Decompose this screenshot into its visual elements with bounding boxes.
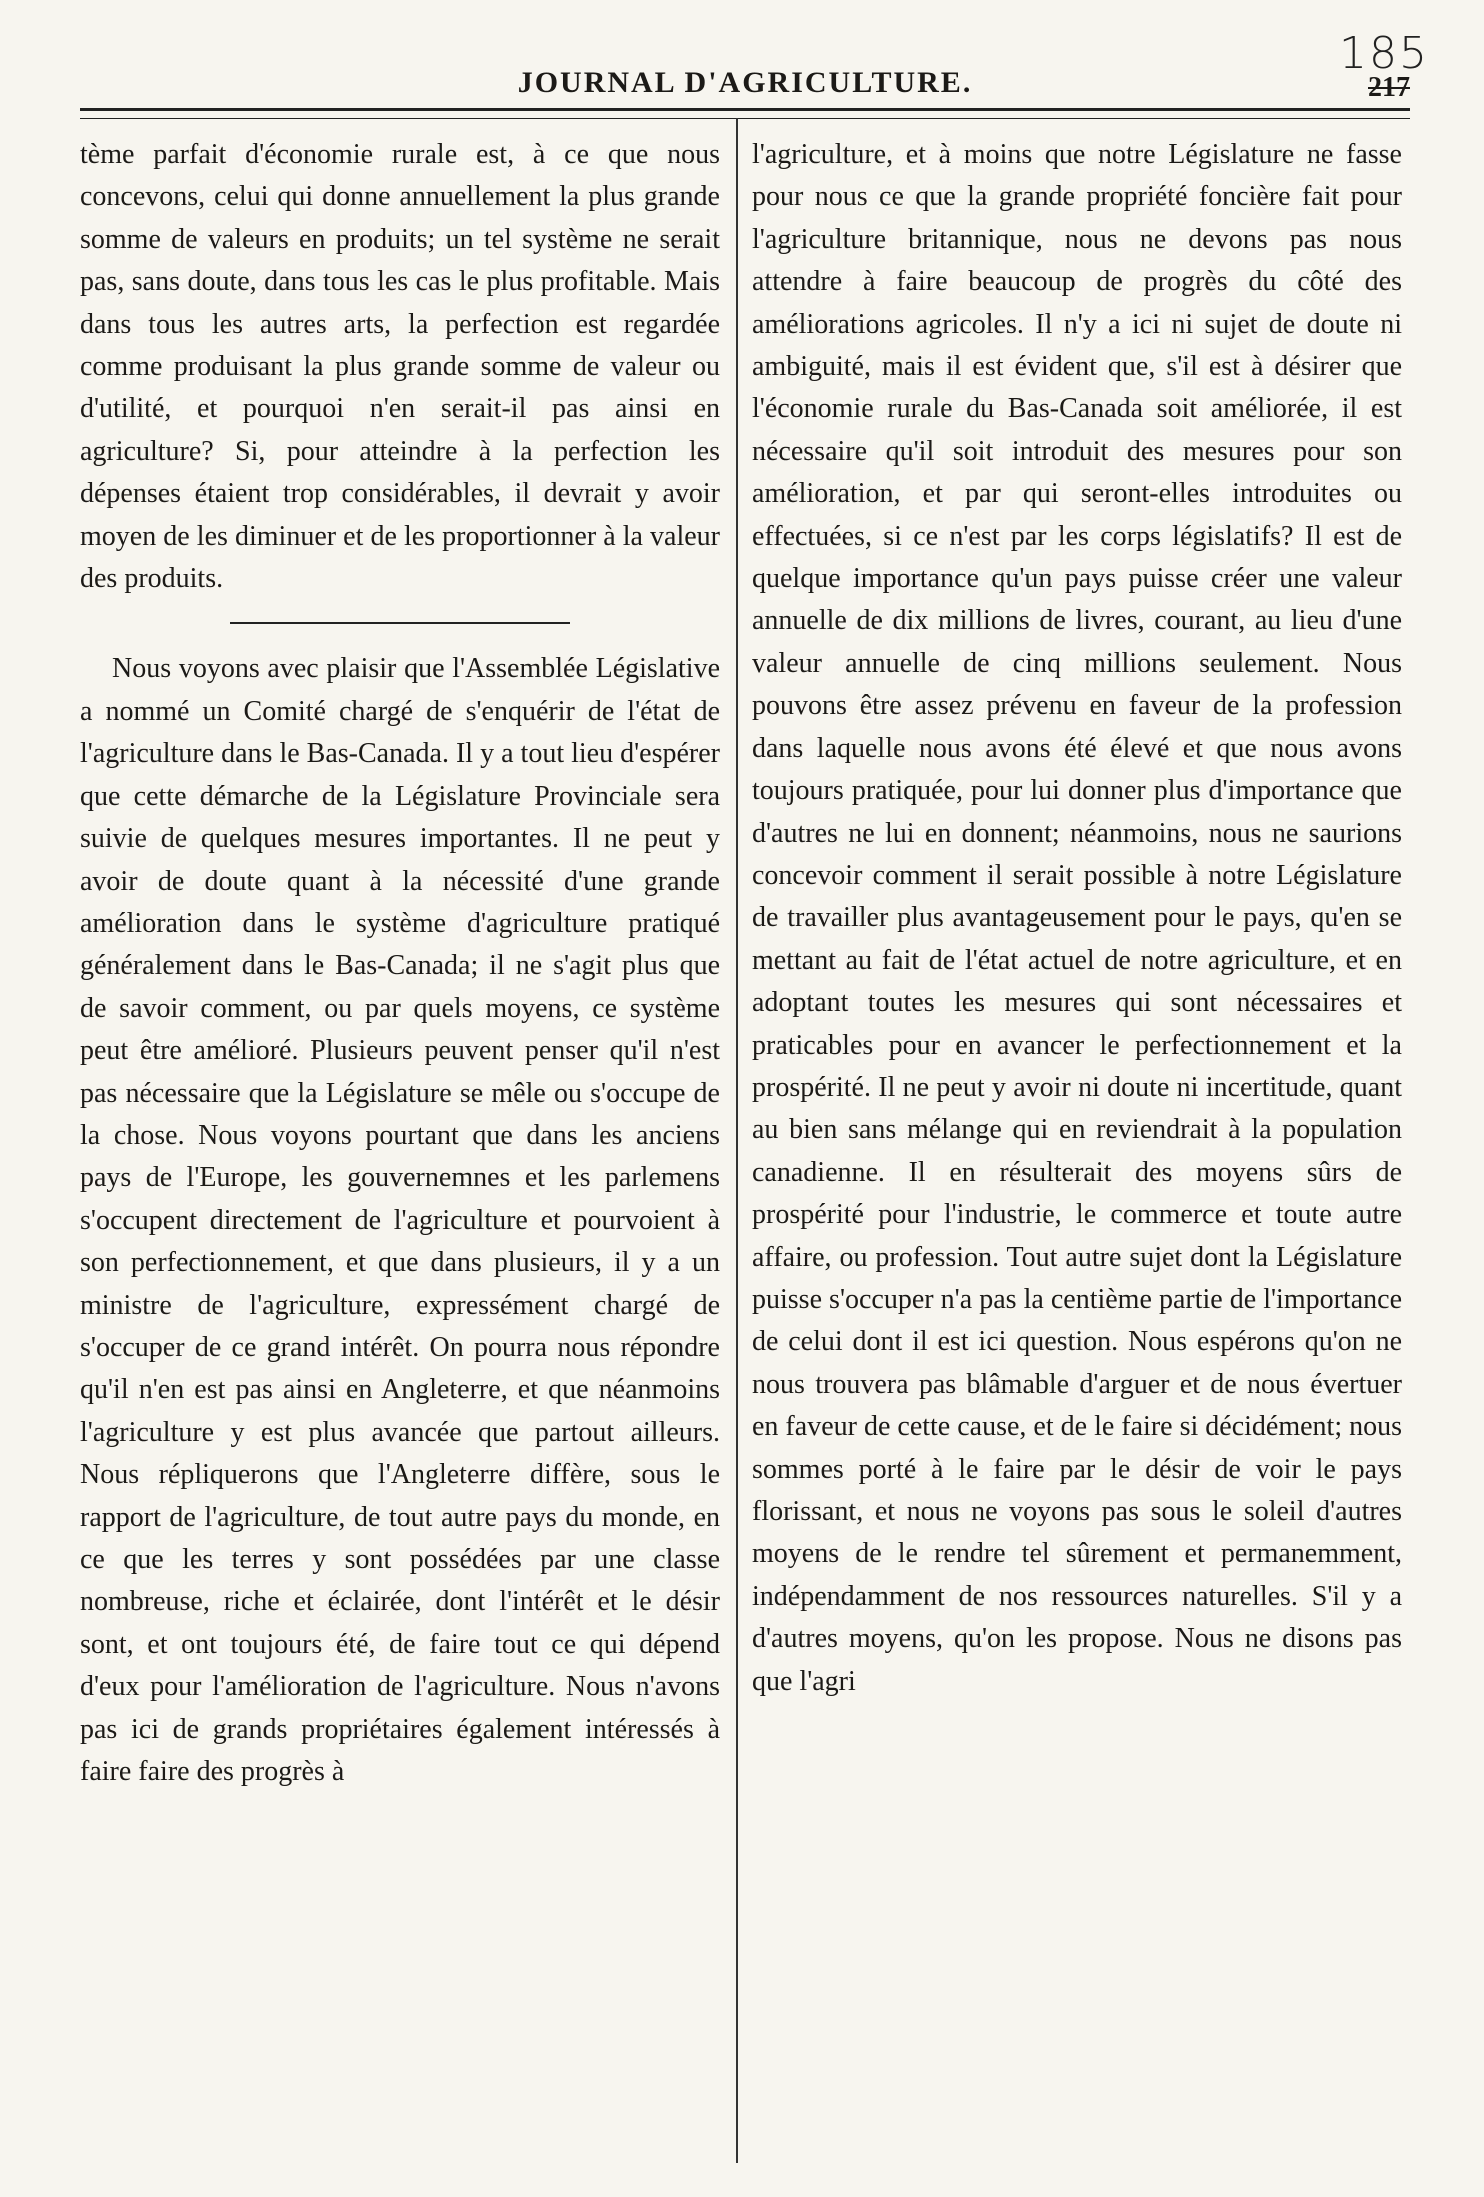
- right-paragraph-1: l'agriculture, et à moins que notre Législature ne fasse pour nous ce que la grande propriété foncière fait pour l'agriculture britannique, nous ne devons pas nous attendre à faire beaucoup de progrès du côté des améliorations agricoles. Il n'y a ici ni sujet de doute ni ambiguité, mais il est évident que, s'il est à désirer que l'économie rurale du Bas-Canada soit améliorée, il est nécessaire qu'il soit introduit des mesures pour son amélioration, et par qui seront-elles introduites ou effectuées, si ce n'est par les corps législatifs? Il est de quelque importance qu'un pays puisse créer une valeur annuelle de dix millions de livres, courant, au lieu d'une valeur annuelle de cinq millions seulement. Nous pouvons être assez prévenu en faveur de la profession dans laquelle nous avons été élevé et que nous avons toujours pratiquée, pour lui donner plus d'importance que d'autres ne lui en donnent; néanmoins, nous ne saurions concevoir comment il serait possible à notre Législature de travailler plus avantageusement pour le pays, qu'en se mettant au fait de l'état actuel de notre agriculture, et en adoptant toutes les mesures qui sont nécessaires et praticables pour en avancer le perfectionnement et la prospérité. Il ne peut y avoir ni doute ni incertitude, quant au bien sans mélange qui en reviendrait à la population canadienne. Il en résulterait des moyens sûrs de prospérité pour l'industrie, le commerce et toute autre affaire, ou profession. Tout autre sujet dont la Législature puisse s'occuper n'a pas la centième partie de l'importance de celui dont il est ici question. Nous espérons qu'on ne nous trouvera pas blâmable d'arguer et de nous évertuer en faveur de cette cause, et de le faire si décidément; nous sommes porté à le faire par le désir de voir le pays florissant, et nous ne voyons pas sous le soleil d'autres moyens de le rendre tel sûrement et permanemment, indépendamment de nos ressources naturelles. S'il y a d'autres moyens, qu'on les propose. Nous ne disons pas que l'agri: [752, 139, 1402, 1697]
- right-column: [752, 134, 1402, 1703]
- column-divider: [736, 118, 738, 2163]
- header-rule: [80, 108, 1410, 119]
- left-paragraph-2: Nous voyons avec plaisir que l'Assemblée Législative a nommé un Comité chargé de s'enquérir de l'état de l'agriculture dans le Bas-Canada. Il y a tout lieu d'espérer que cette démarche de la Législature Provinciale sera suivie de quelques mesures importantes. Il ne peut y avoir de doute quant à la nécessité d'une grande amélioration dans le système d'agriculture pratiqué généralement dans le Bas-Canada; il ne s'agit plus que de savoir comment, ou par quels moyens, ce système peut être amélioré. Plusieurs peuvent penser qu'il n'est pas nécessaire que la Législature se mêle ou s'occupe de la chose. Nous voyons pourtant que dans les anciens pays de l'Europe, les gouvernemnes et les parlemens s'occupent directement de l'agriculture et pourvoient à son perfectionnement, et que dans plusieurs, il y a un ministre de l'agriculture, expressément chargé de s'occuper de ce grand intérêt. On pourra nous répondre qu'il n'en est pas ainsi en Angleterre, et que néanmoins l'agriculture y est plus avancée que partout ailleurs. Nous répliquerons que l'Angleterre diffère, sous le rapport de l'agriculture, de tout autre pays du monde, en ce que les terres y sont possédées par une classe nombreuse, riche et éclairée, dont l'intérêt et le désir sont, et ont toujours été, de faire tout ce qui dépend d'eux pour l'amélioration de l'agriculture. Nous n'avons pas ici de grands propriétaires également intéressés à faire faire des progrès à: [80, 653, 720, 1788]
- left-paragraph-1: tème parfait d'économie rurale est, à ce que nous concevons, celui qui donne annuellement la plus grande somme de valeurs en produits; un tel système ne serait pas, sans doute, dans tous les cas le plus profitable. Mais dans tous les autres arts, la perfection est regardée comme produisant la plus grande somme de valeur ou d'utilité, et pourquoi n'en serait-il pas ainsi en agriculture? Si, pour atteindre à la perfection les dépenses étaient trop considérables, il devrait y avoir moyen de les diminuer et de les proportionner à la valeur des produits.: [80, 139, 720, 595]
- left-column: [80, 134, 720, 1793]
- running-title: JOURNAL D'AGRICULTURE.: [517, 66, 973, 99]
- section-divider: [230, 622, 570, 624]
- handwritten-page-number: 185: [1339, 28, 1429, 79]
- page-header: [80, 62, 1410, 108]
- folio-number: 217: [1368, 72, 1410, 103]
